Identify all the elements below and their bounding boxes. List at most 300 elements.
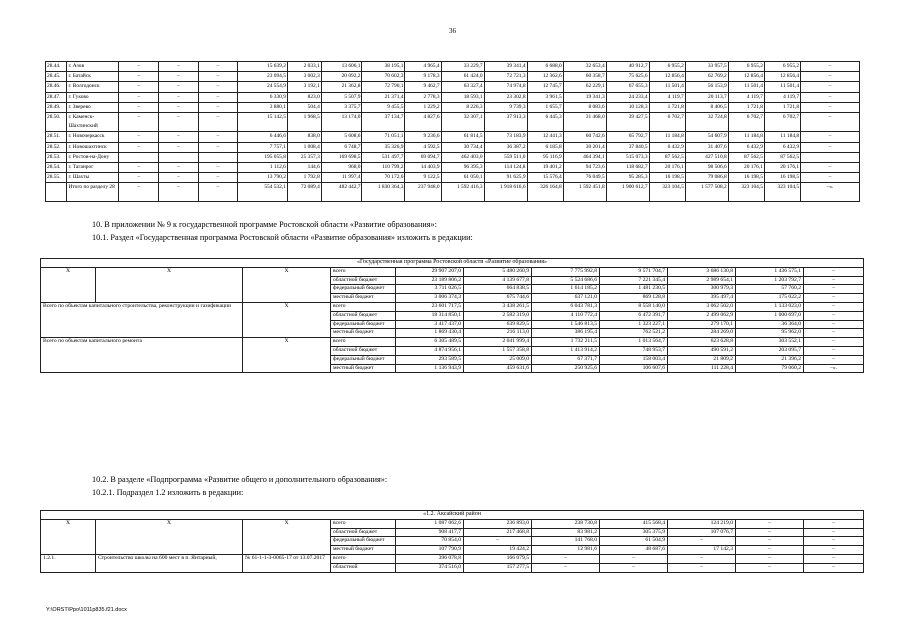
value-cell: – bbox=[119, 92, 159, 102]
value-cell: 144,6 bbox=[287, 163, 321, 173]
paragraph-10-2: 10.2. В разделе «Подпрограмма «Развитие общего и дополнительного образования»: bbox=[92, 475, 388, 484]
value-cell: 14 403,9 bbox=[405, 163, 441, 173]
value-cell: 1 013 564,7 bbox=[600, 338, 668, 347]
value-cell: – bbox=[198, 82, 238, 92]
value-cell: 158 003,4 bbox=[600, 355, 668, 364]
value-cell: – bbox=[119, 113, 159, 132]
value-cell: – bbox=[801, 173, 860, 183]
value-cell: 5 480 260,9 bbox=[464, 267, 532, 276]
value-cell: 38 195,1 bbox=[362, 62, 405, 72]
value-cell: 3 438 261,5 bbox=[464, 302, 532, 311]
value-cell: – bbox=[801, 72, 860, 82]
value-cell bbox=[198, 152, 238, 162]
city-name: г. Новочеркасск bbox=[67, 132, 119, 142]
value-cell: 12 441,3 bbox=[527, 132, 563, 142]
value-cell: 110 799,2 bbox=[362, 163, 405, 173]
item-number: X bbox=[41, 519, 96, 554]
table-row bbox=[46, 82, 860, 92]
value-cell: 111 228,4 bbox=[668, 364, 736, 373]
approval-doc: X bbox=[243, 338, 331, 373]
value-cell: – bbox=[668, 537, 736, 546]
value-cell: 623 628,8 bbox=[668, 338, 736, 347]
value-cell: 6 748,7 bbox=[321, 142, 362, 152]
value-cell: 323 104,5 bbox=[649, 183, 685, 202]
value-cell: 1 000 697,0 bbox=[736, 311, 804, 320]
value-cell: – bbox=[804, 311, 864, 320]
value-cell: 4 139 677,8 bbox=[464, 276, 532, 285]
value-cell: 374 516,0 bbox=[396, 563, 464, 572]
value-cell: 63 327,4 bbox=[441, 82, 484, 92]
value-cell: 6 955,2 bbox=[649, 62, 685, 72]
value-cell: 2 499 062,9 bbox=[668, 311, 736, 320]
row-number: 28.45. bbox=[46, 72, 67, 82]
item-name: X bbox=[96, 519, 243, 554]
value-cell: – bbox=[198, 183, 238, 202]
value-cell: 838,0 bbox=[287, 132, 321, 142]
value-cell: 6 702,7 bbox=[764, 113, 800, 132]
city-name: г. Каменск-Шахтинский bbox=[67, 113, 119, 132]
value-cell: – bbox=[198, 102, 238, 112]
value-cell: – bbox=[804, 294, 864, 303]
value-cell: – bbox=[804, 267, 864, 276]
value-cell: 87 562,5 bbox=[649, 152, 685, 162]
value-cell: – bbox=[736, 554, 804, 563]
value-cell: – bbox=[668, 554, 736, 563]
value-cell: 61 424,0 bbox=[441, 72, 484, 82]
value-cell: 395 497,4 bbox=[668, 294, 736, 303]
funding-source: всего bbox=[331, 338, 396, 347]
value-cell: – bbox=[801, 132, 860, 142]
value-cell: 4 119,7 bbox=[728, 92, 764, 102]
value-cell: 23 189 806,2 bbox=[396, 276, 464, 285]
approval-doc: X bbox=[243, 519, 331, 554]
value-cell: 4 119,7 bbox=[649, 92, 685, 102]
value-cell: – bbox=[198, 62, 238, 72]
row-number: 28.53. bbox=[46, 152, 67, 162]
value-cell: 3 375,7 bbox=[321, 102, 362, 112]
value-cell: 7 221 345,4 bbox=[600, 276, 668, 285]
value-cell: 6 305 489,5 bbox=[396, 338, 464, 347]
value-cell: 37 134,7 bbox=[362, 113, 405, 132]
value-cell: 118 682,7 bbox=[606, 163, 649, 173]
value-cell: – bbox=[736, 563, 804, 572]
value-cell: 1 203 792,7 bbox=[736, 276, 804, 285]
value-cell: 1 732 211,5 bbox=[532, 338, 600, 347]
city-name: г. Новошахтинск bbox=[67, 142, 119, 152]
value-cell: 1 721,8 bbox=[649, 102, 685, 112]
value-cell: 12 362,6 bbox=[527, 72, 563, 82]
value-cell: 482 442,7 bbox=[321, 183, 362, 202]
value-cell: 70 172,6 bbox=[362, 173, 405, 183]
value-cell: 62 769,2 bbox=[685, 72, 728, 82]
value-cell: 95 285,3 bbox=[606, 173, 649, 183]
value-cell: 12 856,4 bbox=[764, 72, 800, 82]
value-cell: 79 060,2 bbox=[736, 364, 804, 373]
value-cell: 3 417 437,0 bbox=[396, 320, 464, 329]
value-cell: 72 089,4 bbox=[287, 183, 321, 202]
value-cell: 98 506,6 bbox=[685, 163, 728, 173]
row-number: 28.50. bbox=[46, 113, 67, 132]
value-cell: – bbox=[804, 355, 864, 364]
value-cell: 11 184,8 bbox=[728, 132, 764, 142]
value-cell: 94 723,6 bbox=[563, 163, 606, 173]
value-cell: 559 511,0 bbox=[484, 152, 527, 162]
value-cell: – bbox=[801, 163, 860, 173]
value-cell: 675 744,6 bbox=[464, 294, 532, 303]
value-cell: – bbox=[801, 102, 860, 112]
row-number: 28.55. bbox=[46, 173, 67, 183]
value-cell: 504,4 bbox=[287, 102, 321, 112]
value-cell: 31 468,0 bbox=[563, 113, 606, 132]
funding-source: всего bbox=[331, 554, 396, 563]
value-cell: – bbox=[801, 142, 860, 152]
value-cell: 39 341,4 bbox=[484, 62, 527, 72]
value-cell: – bbox=[804, 338, 864, 347]
value-cell: 9 571 704,7 bbox=[600, 267, 668, 276]
item-name: X bbox=[96, 267, 243, 302]
paragraph-10-1: 10.1. Раздел «Государственная программа Ростовской области «Развитие образования» изложить в редакции: bbox=[92, 233, 473, 242]
value-cell: 748 953,7 bbox=[600, 346, 668, 355]
value-cell: 515 073,3 bbox=[606, 152, 649, 162]
value-cell: 61 504,9 bbox=[600, 537, 668, 546]
value-cell: 32 653,4 bbox=[563, 62, 606, 72]
value-cell: 6 185,8 bbox=[527, 142, 563, 152]
value-cell: 33 957,5 bbox=[685, 62, 728, 72]
value-cell: 236 893,0 bbox=[464, 519, 532, 528]
value-cell: 195 055,8 bbox=[238, 152, 288, 162]
value-cell: 11 997,4 bbox=[321, 173, 362, 183]
funding-source: всего bbox=[331, 267, 396, 276]
value-cell: 15 576,4 bbox=[527, 173, 563, 183]
value-cell: 60 742,6 bbox=[563, 132, 606, 142]
value-cell: – bbox=[198, 173, 238, 183]
value-cell: 169 698,5 bbox=[321, 152, 362, 162]
value-cell: 20 176,1 bbox=[764, 163, 800, 173]
value-cell: 293 589,5 bbox=[396, 355, 464, 364]
value-cell: 3 006 374,3 bbox=[396, 294, 464, 303]
value-cell: – bbox=[804, 329, 864, 338]
table-row bbox=[46, 102, 860, 112]
value-cell: 3 062 502,0 bbox=[668, 302, 736, 311]
city-funding-table bbox=[45, 61, 860, 202]
value-cell: 72 721,3 bbox=[484, 72, 527, 82]
value-cell: 114 124,8 bbox=[484, 163, 527, 173]
value-cell: 166 079,5 bbox=[464, 554, 532, 563]
value-cell: 1 008,4 bbox=[287, 142, 321, 152]
value-cell: 1 133 023,0 bbox=[736, 302, 804, 311]
value-cell bbox=[801, 152, 860, 162]
value-cell: 4 592,5 bbox=[405, 142, 441, 152]
value-cell: 3 192,1 bbox=[287, 82, 321, 92]
value-cell: 4 110 772,4 bbox=[532, 311, 600, 320]
value-cell: 20 092,2 bbox=[321, 72, 362, 82]
value-cell: 6 955,2 bbox=[728, 62, 764, 72]
value-cell: 9 178,3 bbox=[405, 72, 441, 82]
table-title-row bbox=[41, 259, 864, 268]
value-cell: 17 142,3 bbox=[668, 546, 736, 555]
value-cell: – bbox=[532, 554, 600, 563]
value-cell: 9 455,5 bbox=[362, 102, 405, 112]
value-cell: 1 323 227,1 bbox=[600, 320, 668, 329]
value-cell: 326 164,8 bbox=[527, 183, 563, 202]
value-cell bbox=[119, 152, 159, 162]
value-cell: 15 639,2 bbox=[238, 62, 288, 72]
value-cell: 4 965,4 bbox=[405, 62, 441, 72]
city-name: г. Азов bbox=[67, 62, 119, 72]
value-cell: – bbox=[736, 528, 804, 537]
value-cell: 217 468,8 bbox=[464, 528, 532, 537]
value-cell: – bbox=[159, 173, 199, 183]
value-cell: 107 076,7 bbox=[668, 528, 736, 537]
row-number bbox=[46, 183, 67, 202]
value-cell: 386 195,4 bbox=[532, 329, 600, 338]
value-cell: 23 094,5 bbox=[238, 72, 288, 82]
value-cell: 1 136 943,9 bbox=[396, 364, 464, 373]
value-cell: 37 840,5 bbox=[606, 142, 649, 152]
value-cell: 1 592 451,8 bbox=[563, 183, 606, 202]
value-cell: 6 955,2 bbox=[764, 62, 800, 72]
value-cell: 1 614 185,2 bbox=[532, 285, 600, 294]
value-cell: 107 790,9 bbox=[396, 546, 464, 555]
value-cell: – bbox=[804, 346, 864, 355]
value-cell: 19 424,2 bbox=[464, 546, 532, 555]
value-cell: 2 033,1 bbox=[287, 62, 321, 72]
value-cell: 70 602,3 bbox=[362, 72, 405, 82]
value-cell: 24 554,9 bbox=[238, 82, 288, 92]
value-cell: 323 104,5 bbox=[764, 183, 800, 202]
value-cell: 70 854,0 bbox=[396, 537, 464, 546]
value-cell: 1 436 575,1 bbox=[736, 267, 804, 276]
value-cell: 69 094,7 bbox=[405, 152, 441, 162]
approval-doc: X bbox=[243, 267, 331, 302]
value-cell: – bbox=[159, 92, 199, 102]
value-cell: 83 981,2 bbox=[532, 528, 600, 537]
aksay-district-table bbox=[40, 510, 864, 573]
funding-source: федеральный бюджет bbox=[331, 320, 396, 329]
funding-source: федеральный бюджет bbox=[331, 355, 396, 364]
value-cell bbox=[159, 152, 199, 162]
row-number: 28.47. bbox=[46, 92, 67, 102]
value-cell: 33 229,7 bbox=[441, 62, 484, 72]
value-cell: – bbox=[198, 142, 238, 152]
value-cell: 54 607,9 bbox=[685, 132, 728, 142]
value-cell: 16 198,5 bbox=[764, 173, 800, 183]
value-cell: – bbox=[159, 132, 199, 142]
value-cell: 19 341,3 bbox=[563, 92, 606, 102]
value-cell: 7 757,1 bbox=[238, 142, 288, 152]
approval-doc: X bbox=[243, 302, 331, 337]
value-cell: 1 869 430,4 bbox=[396, 329, 464, 338]
value-cell: 6 432,9 bbox=[764, 142, 800, 152]
value-cell: 5 524 686,6 bbox=[532, 276, 600, 285]
value-cell: – bbox=[736, 546, 804, 555]
funding-source: всего bbox=[331, 519, 396, 528]
value-cell: 462 403,0 bbox=[441, 152, 484, 162]
value-cell: 1 546 813,5 bbox=[532, 320, 600, 329]
value-cell: 79 086,8 bbox=[685, 173, 728, 183]
value-cell: 554 532,1 bbox=[238, 183, 288, 202]
value-cell: – bbox=[804, 519, 864, 528]
table-row bbox=[46, 173, 860, 183]
value-cell: 11 184,8 bbox=[649, 132, 685, 142]
value-cell: 238 730,8 bbox=[532, 519, 600, 528]
value-cell: 6 330,9 bbox=[238, 92, 288, 102]
value-cell: 21 362,8 bbox=[321, 82, 362, 92]
value-cell: 11 184,8 bbox=[764, 132, 800, 142]
program-table bbox=[40, 258, 864, 373]
value-cell: 1 918 616,6 bbox=[484, 183, 527, 202]
value-cell: – bbox=[801, 82, 860, 92]
value-cell: 4 874 956,1 bbox=[396, 346, 464, 355]
value-cell: 1 721,8 bbox=[728, 102, 764, 112]
funding-source: местный бюджет bbox=[331, 329, 396, 338]
value-cell: 15 142,5 bbox=[238, 113, 288, 132]
value-cell: – bbox=[159, 82, 199, 92]
value-cell: 279 170,1 bbox=[668, 320, 736, 329]
row-number: 28.49. bbox=[46, 102, 67, 112]
value-cell: – bbox=[736, 519, 804, 528]
value-cell: 175 022,2 bbox=[736, 294, 804, 303]
value-cell: 1 112,6 bbox=[238, 163, 288, 173]
value-cell: 1 577 508,2 bbox=[685, 183, 728, 202]
value-cell: 427 510,8 bbox=[685, 152, 728, 162]
table-row bbox=[46, 163, 860, 173]
value-cell: 5 608,6 bbox=[321, 132, 362, 142]
value-cell: 48 687,6 bbox=[600, 546, 668, 555]
value-cell: – bbox=[804, 554, 864, 563]
value-cell: 8 083,6 bbox=[563, 102, 606, 112]
value-cell: 303 552,1 bbox=[736, 338, 804, 347]
value-cell: 1 557 358,8 bbox=[464, 346, 532, 355]
value-cell: 1 592 416,3 bbox=[441, 183, 484, 202]
value-cell: 67 655,3 bbox=[606, 82, 649, 92]
value-cell: – bbox=[801, 113, 860, 132]
funding-source: федеральный бюджет bbox=[331, 285, 396, 294]
value-cell: 23 302,8 bbox=[484, 92, 527, 102]
value-cell: – bbox=[159, 163, 199, 173]
value-cell: – bbox=[198, 163, 238, 173]
value-cell: 60 358,7 bbox=[563, 72, 606, 82]
row-number: 28.46. bbox=[46, 82, 67, 92]
table-row bbox=[46, 62, 860, 72]
value-cell: 10 128,3 bbox=[606, 102, 649, 112]
value-cell: 31 407,6 bbox=[685, 142, 728, 152]
value-cell: 12 856,4 bbox=[649, 72, 685, 82]
value-cell: 12 856,4 bbox=[728, 72, 764, 82]
value-cell: – bbox=[804, 320, 864, 329]
city-name: г. Ростов-на-Дону bbox=[67, 152, 119, 162]
value-cell: – bbox=[119, 72, 159, 82]
group-label: Всего по объектам капитального строительства, реконструкции и газификации bbox=[41, 302, 243, 337]
value-cell: – bbox=[119, 173, 159, 183]
value-cell: 12 745,7 bbox=[527, 82, 563, 92]
value-cell: 32 724,8 bbox=[685, 113, 728, 132]
value-cell: 762 521,2 bbox=[600, 329, 668, 338]
value-cell: 1 655,7 bbox=[527, 102, 563, 112]
value-cell: 30 201,4 bbox=[563, 142, 606, 152]
value-cell: – bbox=[119, 163, 159, 173]
value-cell: – bbox=[119, 183, 159, 202]
value-cell: 6 702,7 bbox=[728, 113, 764, 132]
value-cell: 24 233,4 bbox=[606, 92, 649, 102]
value-cell: 6 432,9 bbox=[728, 142, 764, 152]
value-cell: 1 229,2 bbox=[405, 102, 441, 112]
value-cell: 16 198,5 bbox=[649, 173, 685, 183]
value-cell: 2 989 654,1 bbox=[668, 276, 736, 285]
value-cell: 8 226,3 bbox=[441, 102, 484, 112]
value-cell: 4 827,6 bbox=[405, 113, 441, 132]
value-cell: 19 401,2 bbox=[527, 163, 563, 173]
row-number: 28.44. bbox=[46, 62, 67, 72]
value-cell: 6 043 781,3 bbox=[532, 302, 600, 311]
value-cell: –». bbox=[804, 364, 864, 373]
paragraph-10: 10. В приложении № 9 к государственной программе Ростовской области «Развитие образования»: bbox=[92, 220, 437, 229]
value-cell: 6 688,0 bbox=[527, 62, 563, 72]
value-cell: 9 122,5 bbox=[405, 173, 441, 183]
value-cell: 300 979,3 bbox=[668, 285, 736, 294]
value-cell: 18 593,1 bbox=[441, 92, 484, 102]
value-cell: 464 394,1 bbox=[563, 152, 606, 162]
value-cell: 237 948,0 bbox=[405, 183, 441, 202]
value-cell: 1 087 062,6 bbox=[396, 519, 464, 528]
value-cell: 29 907 207,0 bbox=[396, 267, 464, 276]
value-cell: 305 375,9 bbox=[600, 528, 668, 537]
value-cell: 869 128,8 bbox=[600, 294, 668, 303]
city-name: г. Шахты bbox=[67, 173, 119, 183]
value-cell: – bbox=[159, 142, 199, 152]
row-number: 28.51. bbox=[46, 132, 67, 142]
value-cell: 11 501,4 bbox=[764, 82, 800, 92]
table-row bbox=[46, 92, 860, 102]
value-cell: – bbox=[198, 132, 238, 142]
value-cell: 25 357,3 bbox=[287, 152, 321, 162]
value-cell: – bbox=[159, 72, 199, 82]
item-number: 1.2.1. bbox=[41, 554, 96, 572]
value-cell: 141 768,0 bbox=[532, 537, 600, 546]
city-name: Итого по разделу 28 bbox=[67, 183, 119, 202]
value-cell: 6 472 391,7 bbox=[600, 311, 668, 320]
value-cell: 40 912,7 bbox=[606, 62, 649, 72]
value-cell: 61 814,5 bbox=[441, 132, 484, 142]
value-cell: – bbox=[119, 62, 159, 72]
value-cell: – bbox=[801, 62, 860, 72]
value-cell: 216 113,0 bbox=[464, 329, 532, 338]
value-cell: 396 078,8 bbox=[396, 554, 464, 563]
funding-source: областной бюджет bbox=[331, 346, 396, 355]
table-row bbox=[46, 152, 860, 162]
value-cell: 1 721,8 bbox=[764, 102, 800, 112]
table-row bbox=[46, 183, 860, 202]
value-cell: – bbox=[198, 72, 238, 82]
value-cell: – bbox=[159, 183, 199, 202]
value-cell: 12 981,6 bbox=[532, 546, 600, 555]
value-cell: 8 558 140,0 bbox=[600, 302, 668, 311]
funding-source: всего bbox=[331, 302, 396, 311]
value-cell: 6 432,9 bbox=[649, 142, 685, 152]
city-name: г. Гуково bbox=[67, 92, 119, 102]
value-cell: 20 176,1 bbox=[728, 163, 764, 173]
value-cell: – bbox=[736, 537, 804, 546]
value-cell: – bbox=[600, 554, 668, 563]
value-cell: 71 051,1 bbox=[362, 132, 405, 142]
value-cell: – bbox=[804, 537, 864, 546]
value-cell: 11 501,4 bbox=[649, 82, 685, 92]
value-cell: 73 183,9 bbox=[484, 132, 527, 142]
value-cell: – bbox=[159, 62, 199, 72]
value-cell: – bbox=[801, 92, 860, 102]
value-cell: 23 601 717,5 bbox=[396, 302, 464, 311]
city-name: г. Зверево bbox=[67, 102, 119, 112]
